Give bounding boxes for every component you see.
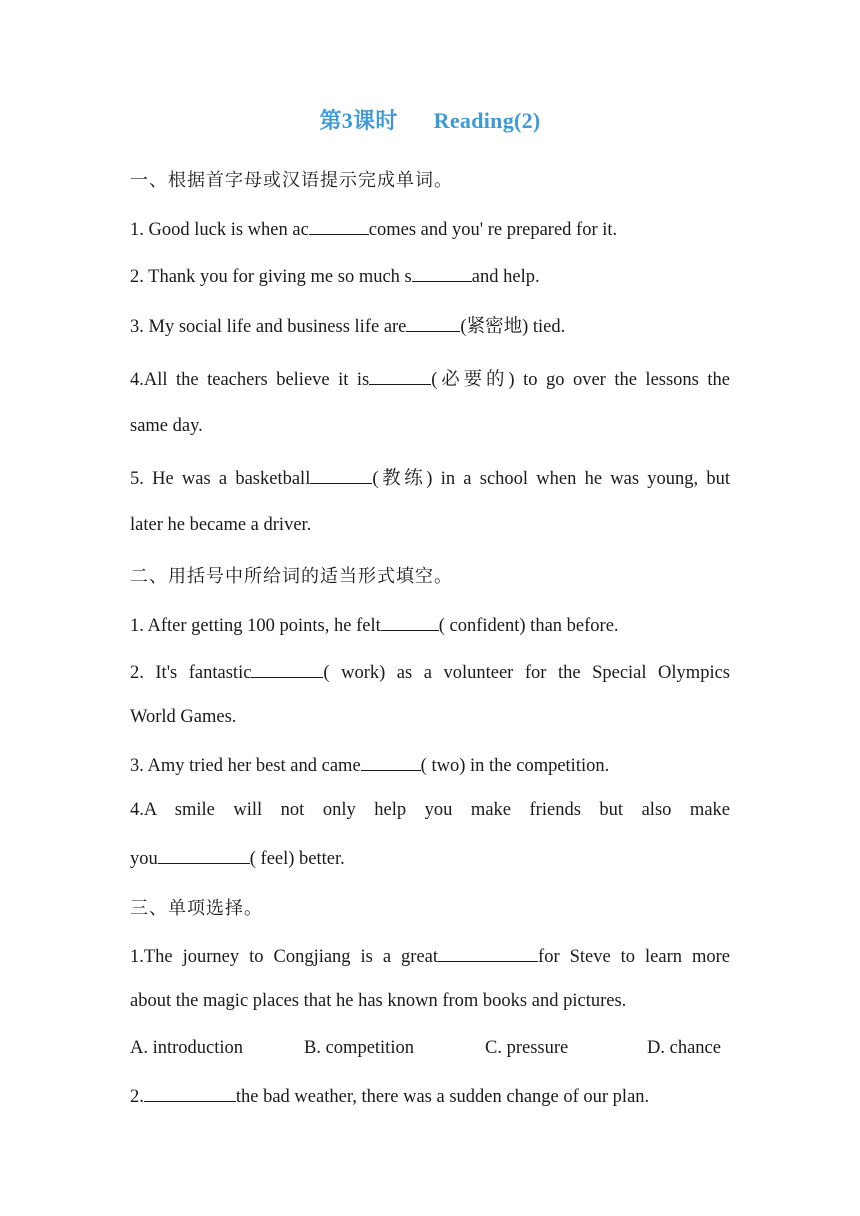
section2-heading: 二、用括号中所给词的适当形式填空。 (130, 566, 453, 587)
answer-blank[interactable] (310, 467, 372, 484)
s1-question-5: 5. He was a basketball (教练) in a school when he was young, but (130, 469, 730, 489)
answer-blank[interactable] (406, 315, 460, 332)
s3-question-1: 1.The journey to Congjiang is a great for Steve to learn more (130, 947, 730, 967)
section1-heading: 一、根据首字母或汉语提示完成单词。 (130, 170, 453, 191)
answer-blank[interactable] (381, 614, 439, 631)
s2-question-2: 2. It's fantastic ( work) as a volunteer for the Special Olympics (130, 663, 730, 683)
s2-question-4: 4.A smile will not only help you make friends but also make (130, 800, 730, 820)
s1-question-1: 1. Good luck is when ac comes and you' re prepared for it. (130, 220, 618, 240)
s2-question-4-cont: you ( feel) better. (130, 849, 345, 869)
s2-question-1: 1. After getting 100 points, he felt ( confident) than before. (130, 616, 619, 636)
answer-blank[interactable] (309, 218, 369, 235)
s1-question-2: 2. Thank you for giving me so much s and help. (130, 267, 540, 287)
s2-question-3: 3. Amy tried her best and came ( two) in the competition. (130, 756, 610, 776)
answer-blank[interactable] (144, 1085, 236, 1102)
option-c[interactable]: C. pressure (485, 1038, 569, 1058)
s2-question-2-cont: World Games. (130, 707, 237, 727)
s1-question-4: 4.All the teachers believe it is (必要的) to go over the lessons the (130, 370, 730, 390)
lesson-name: Reading(2) (433, 108, 541, 133)
option-a[interactable]: A. introduction (130, 1038, 244, 1058)
answer-blank[interactable] (369, 368, 431, 385)
s1-question-5-cont: later he became a driver. (130, 515, 312, 535)
option-d[interactable]: D. chance (647, 1038, 721, 1058)
section3-heading: 三、单项选择。 (130, 898, 263, 919)
answer-blank[interactable] (251, 661, 323, 678)
s1-question-3: 3. My social life and business life are (紧密地) tied. (130, 317, 566, 337)
page-title (0, 104, 860, 135)
s3-question-2: 2. the bad weather, there was a sudden change of our plan. (130, 1087, 650, 1107)
option-b[interactable]: B. competition (304, 1038, 414, 1058)
answer-blank[interactable] (438, 945, 538, 962)
answer-blank[interactable] (412, 265, 472, 282)
answer-blank[interactable] (361, 754, 421, 771)
lesson-number: 第3课时 (319, 108, 398, 133)
s1-question-4-cont: same day. (130, 416, 203, 436)
answer-blank[interactable] (158, 847, 250, 864)
s3-question-1-cont: about the magic places that he has known from books and pictures. (130, 991, 627, 1011)
